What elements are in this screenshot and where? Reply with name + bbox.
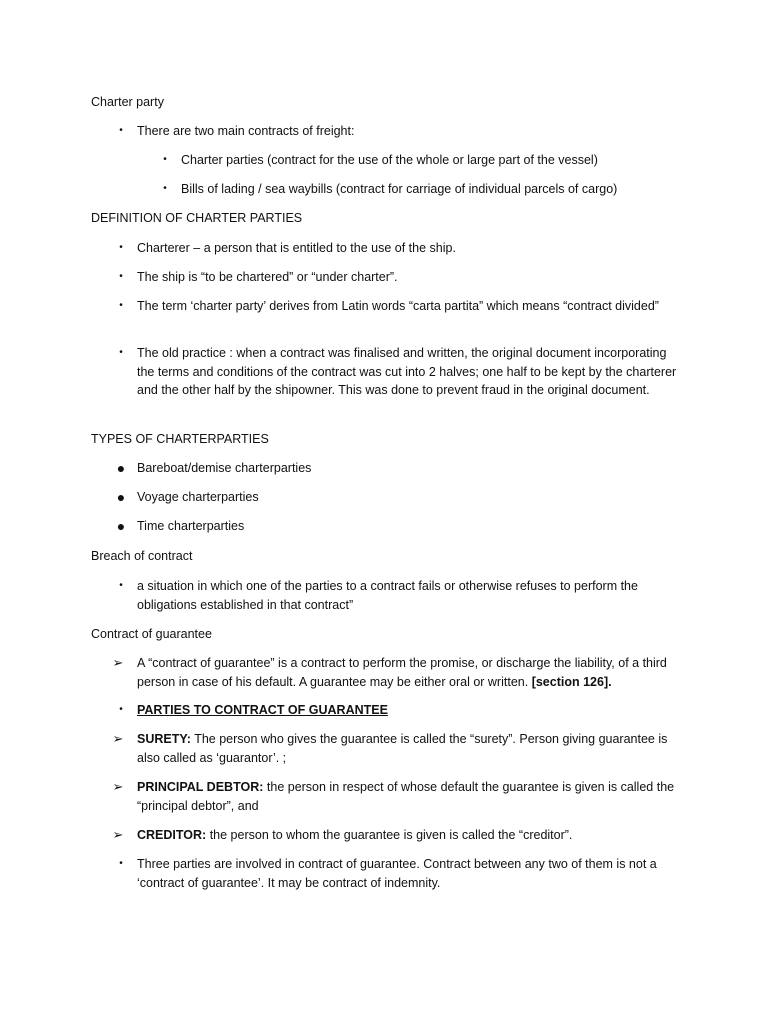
- heading-breach: Breach of contract: [91, 549, 193, 563]
- arrow-bullet-icon: ➢: [112, 827, 124, 842]
- bullet-icon: ●: [116, 489, 126, 505]
- list-item-text: There are two main contracts of freight:: [137, 124, 355, 138]
- list-item-text: Charter parties (contract for the use of the whole or large part of the vessel): [181, 153, 598, 167]
- list-item-text: Time charterparties: [137, 519, 245, 533]
- list-item: [116, 488, 682, 507]
- list-item-text: The term ‘charter party’ derives from Latin words “carta partita” which means “contract divided”: [137, 299, 659, 313]
- list-item: [112, 654, 682, 691]
- arrow-bullet-icon: ➢: [112, 655, 124, 670]
- list-item: [119, 239, 682, 258]
- list-item: [112, 730, 682, 767]
- list-item-text: The ship is “to be chartered” or “under charter”.: [137, 270, 398, 284]
- bullet-icon: •: [163, 183, 167, 194]
- term-label: CREDITOR:: [137, 828, 207, 842]
- list-item: [119, 268, 682, 287]
- bullet-icon: •: [119, 242, 123, 253]
- bullet-icon: •: [119, 580, 123, 591]
- list-item: [116, 517, 682, 536]
- section-reference: [section 126].: [531, 674, 612, 689]
- list-item-text: the person to whom the guarantee is given is called the “creditor”.: [209, 828, 573, 842]
- heading-charter-party: Charter party: [91, 95, 164, 109]
- list-item: [116, 459, 682, 478]
- list-item-text: a situation in which one of the parties to a contract fails or otherwise refuses to perform the obligations established in that contract”: [137, 579, 638, 612]
- heading-guarantee: Contract of guarantee: [91, 627, 212, 641]
- list-item: [119, 297, 682, 316]
- bullet-icon: •: [119, 125, 123, 136]
- bullet-icon: •: [119, 300, 123, 311]
- list-item: [163, 151, 681, 170]
- list-item-text: Three parties are involved in contract of guarantee. Contract between any two of them is not a ‘contract of guarantee’. It may be contract of indemnity.: [137, 857, 657, 890]
- list-item-text: Bills of lading / sea waybills (contract for carriage of individual parcels of cargo): [181, 182, 618, 196]
- list-item-text: Charterer – a person that is entitled to the use of the ship.: [137, 241, 456, 255]
- list-item: [112, 826, 682, 845]
- bullet-icon: ●: [116, 518, 126, 534]
- bullet-icon: •: [119, 704, 123, 715]
- list-item-text: Bareboat/demise charterparties: [137, 461, 312, 475]
- list-item: [119, 701, 682, 720]
- arrow-bullet-icon: ➢: [112, 731, 124, 746]
- term-label: SURETY:: [137, 732, 191, 746]
- list-item-text: The person who gives the guarantee is called the “surety”. Person giving guarantee is also called as ‘guarantor’. ;: [137, 732, 668, 765]
- heading-definition: DEFINITION OF CHARTER PARTIES: [91, 211, 303, 225]
- bullet-icon: •: [119, 347, 123, 358]
- bullet-icon: ●: [116, 460, 126, 476]
- list-item: [119, 855, 682, 892]
- list-item: [119, 122, 682, 141]
- list-item: [163, 180, 681, 199]
- list-item: [119, 344, 682, 400]
- list-item: [112, 778, 682, 815]
- parties-heading: PARTIES TO CONTRACT OF GUARANTEE: [137, 703, 388, 717]
- list-item-text: Voyage charterparties: [137, 490, 259, 504]
- heading-types: TYPES OF CHARTERPARTIES: [91, 432, 269, 446]
- term-label: PRINCIPAL DEBTOR:: [137, 780, 264, 794]
- bullet-icon: •: [163, 154, 167, 165]
- list-item-text: the person in respect of whose default the guarantee is given is called the “principal debtor”, and: [137, 780, 675, 813]
- list-item-text: The old practice : when a contract was finalised and written, the original document incorporating the terms and conditions of the contract was cut into 2 halves; one half to be kept by the charterer and the other half by the shipowner. This was done to prevent fraud in the original document.: [137, 346, 677, 397]
- bullet-icon: •: [119, 271, 123, 282]
- arrow-bullet-icon: ➢: [112, 779, 124, 794]
- list-item-text: A “contract of guarantee” is a contract to perform the promise, or discharge the liability, of a third person in case of his default. A guarantee may be either oral or written.: [137, 656, 667, 689]
- bullet-icon: •: [119, 858, 123, 869]
- list-item: [119, 577, 682, 614]
